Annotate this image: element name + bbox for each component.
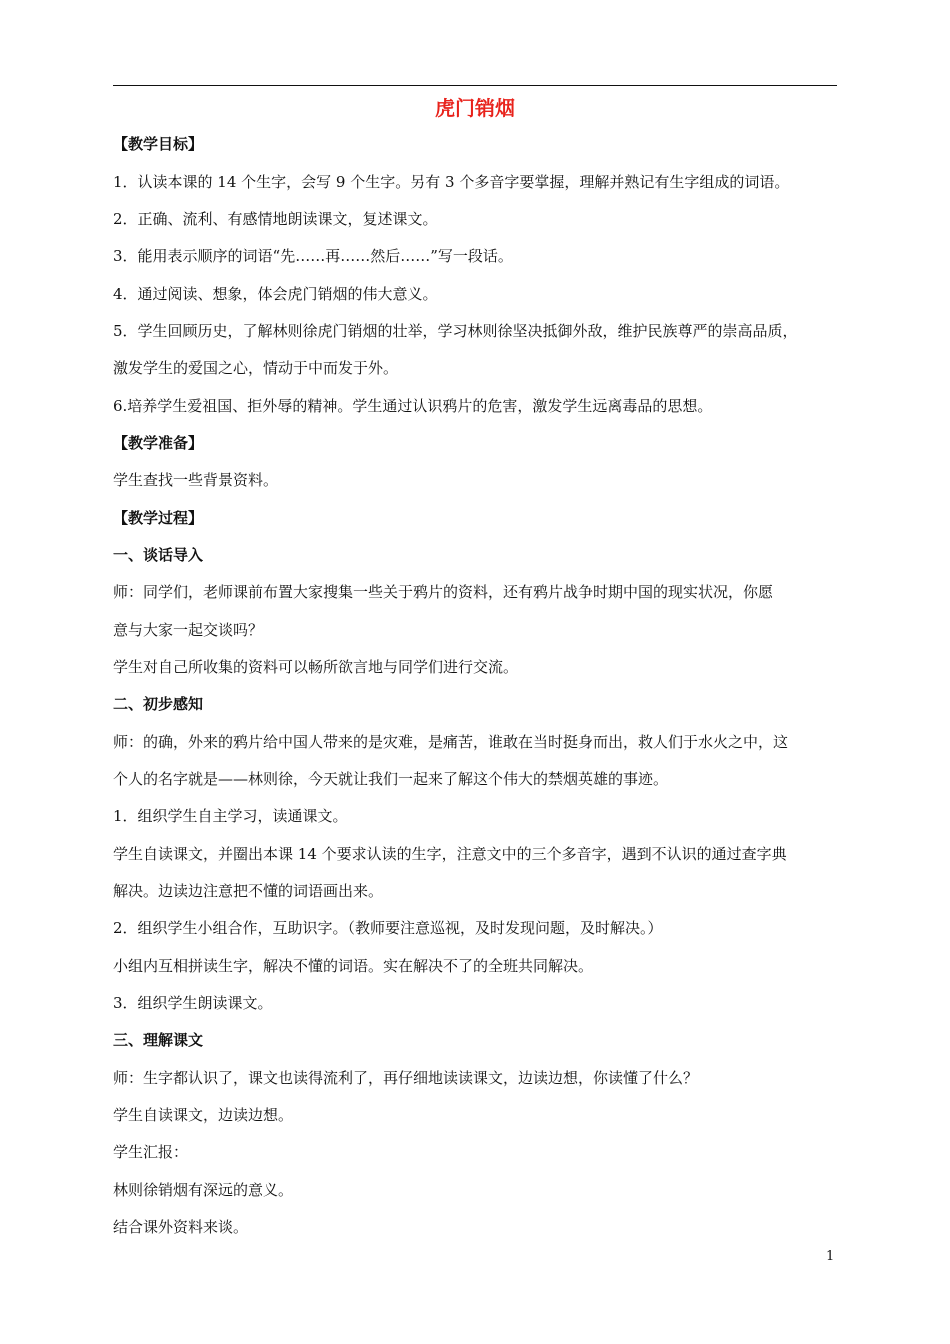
part3-line: 学生汇报： xyxy=(113,1143,189,1161)
process-heading: 【教学过程】 xyxy=(113,509,204,527)
part3-line: 师：生字都认识了，课文也读得流利了，再仔细地读读课文，边读边想，你读懂了什么？ xyxy=(113,1069,699,1087)
part2-line: 3．组织学生朗读课文。 xyxy=(113,994,273,1012)
part2-line: 2．组织学生小组合作，互助识字。（教师要注意巡视，及时发现问题，及时解决。） xyxy=(113,919,663,937)
objective-line: 激发学生的爱国之心，情动于中而发于外。 xyxy=(113,359,399,377)
part2-line: 个人的名字就是——林则徐，今天就让我们一起来了解这个伟大的禁烟英雄的事迹。 xyxy=(113,770,669,788)
part2-line: 小组内互相拼读生字，解决不懂的词语。实在解决不了的全班共同解决。 xyxy=(113,957,594,975)
objective-line: 5．学生回顾历史，了解林则徐虎门销烟的壮举，学习林则徐坚决抵御外敌，维护民族尊严的崇高品质， xyxy=(113,322,798,340)
part2-line: 1．组织学生自主学习，读通课文。 xyxy=(113,807,348,825)
objective-line: 6.培养学生爱祖国、拒外辱的精神。学生通过认识鸦片的危害，激发学生远离毒品的思想。 xyxy=(113,397,713,415)
objective-line: 1．认读本课的 14 个生字，会写 9 个生字。另有 3 个多音字要掌握，理解并熟记有生字组成的词语。 xyxy=(113,173,790,191)
objective-line: 2．正确、流利、有感情地朗读课文，复述课文。 xyxy=(113,210,438,228)
part1-heading: 一、谈话导入 xyxy=(113,546,204,564)
header-rule xyxy=(113,85,837,86)
page-title: 虎门销烟 xyxy=(435,96,515,120)
part3-line: 林则徐销烟有深远的意义。 xyxy=(113,1181,294,1199)
objective-line: 3．能用表示顺序的词语“先……再……然后……”写一段话。 xyxy=(113,247,513,265)
part2-heading: 二、初步感知 xyxy=(113,695,204,713)
preparation-heading: 【教学准备】 xyxy=(113,434,204,452)
objective-line: 4．通过阅读、想象，体会虎门销烟的伟大意义。 xyxy=(113,285,438,303)
part3-line: 学生自读课文，边读边想。 xyxy=(113,1106,294,1124)
objectives-heading: 【教学目标】 xyxy=(113,135,204,153)
part1-line: 意与大家一起交谈吗？ xyxy=(113,621,264,639)
page-number: 1 xyxy=(826,1249,835,1264)
part1-line: 学生对自己所收集的资料可以畅所欲言地与同学们进行交流。 xyxy=(113,658,519,676)
part3-line: 结合课外资料来谈。 xyxy=(113,1218,249,1236)
part3-heading: 三、理解课文 xyxy=(113,1031,204,1049)
part2-line: 解决。边读边注意把不懂的词语画出来。 xyxy=(113,882,384,900)
preparation-text: 学生查找一些背景资料。 xyxy=(113,471,279,489)
part2-line: 师：的确，外来的鸦片给中国人带来的是灾难，是痛苦，谁敢在当时挺身而出，救人们于水火之中，这 xyxy=(113,733,789,751)
part1-line: 师：同学们，老师课前布置大家搜集一些关于鸦片的资料，还有鸦片战争时期中国的现实状况，你愿 xyxy=(113,583,774,601)
part2-line: 学生自读课文，并圈出本课 14 个要求认读的生字，注意文中的三个多音字，遇到不认识的通过查字典 xyxy=(113,845,787,863)
